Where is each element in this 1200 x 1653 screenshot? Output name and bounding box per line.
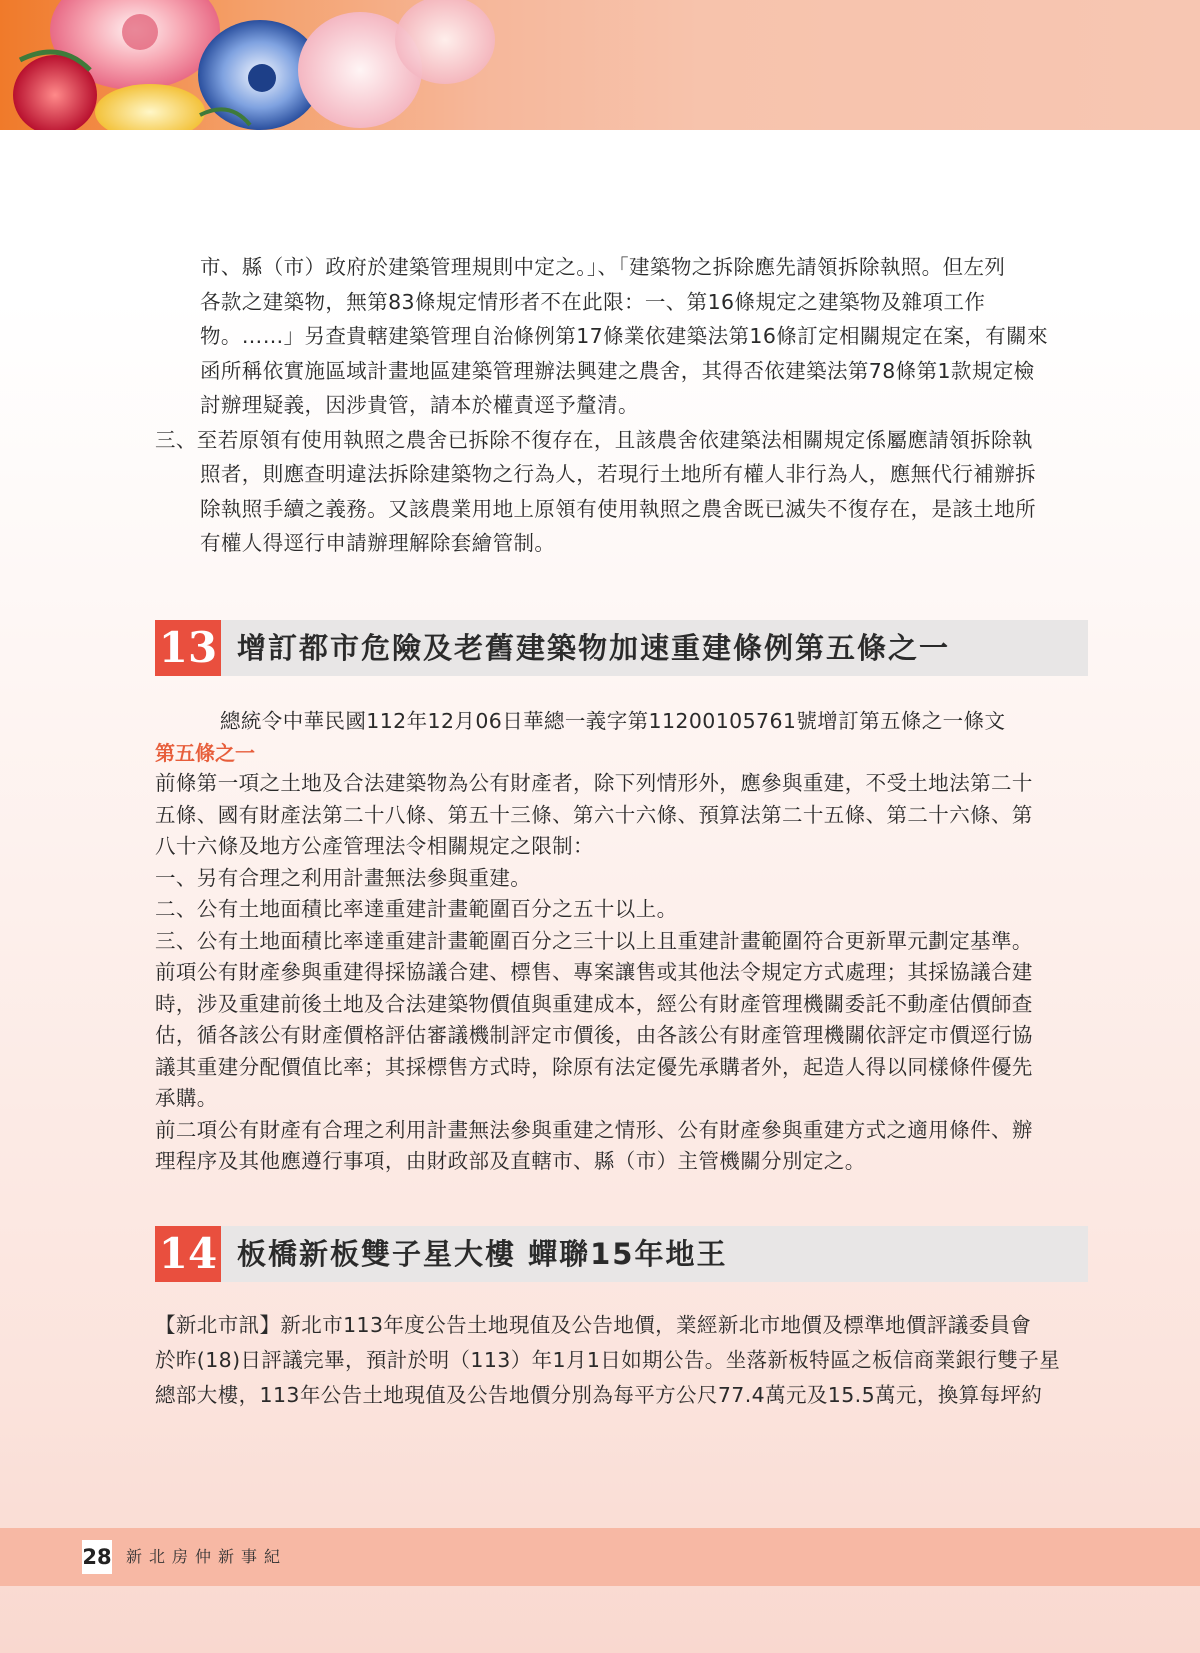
article-heading: 第五條之一 <box>155 741 255 765</box>
section-14-header-bar <box>155 1226 1088 1282</box>
floral-decoration-icon <box>0 0 560 130</box>
section-title: 板橋新板雙子星大樓 蟬聯15年地王 <box>237 1237 728 1271</box>
page-number: 28 <box>82 1540 112 1574</box>
text-line: 前項公有財產參與重建得採協議合建、標售、專案讓售或其他法令規定方式處理；其採協議合建 <box>155 960 1033 984</box>
text-line: 理程序及其他應遵行事項，由財政部及直轄市、縣（市）主管機關分別定之。 <box>155 1149 866 1173</box>
text-line: 八十六條及地方公產管理法令相關規定之限制： <box>155 834 594 858</box>
text-line: 三、至若原領有使用執照之農舍已拆除不復存在，且該農舍依建築法相關規定係屬應請領拆除執 <box>155 427 1033 452</box>
section-13-header-bar <box>155 620 1088 676</box>
text-line: 除執照手續之義務。又該農業用地上原領有使用執照之農舍既已滅失不復存在，是該土地所 <box>200 496 1036 521</box>
text-line: 三、公有土地面積比率達重建計畫範圍百分之三十以上且重建計畫範圍符合更新單元劃定基準。 <box>155 928 1033 953</box>
text-line: 總部大樓，113年公告土地現值及公告地價分別為每平方公尺77.4萬元及15.5萬元，換算每坪約 <box>155 1383 1043 1407</box>
text-line: 議其重建分配價值比率；其採標售方式時，除原有法定優先承購者外，起造人得以同樣條件優先 <box>155 1054 1033 1079</box>
text-line: 市、縣（市）政府於建築管理規則中定之。」、「建築物之拆除應先請領拆除執照。但左列 <box>200 255 1006 279</box>
text-line: 前二項公有財產有合理之利用計畫無法參與重建之情形、公有財產參與重建方式之適用條件、辦 <box>155 1117 1033 1142</box>
text-line: 【新北市訊】新北市113年度公告土地現值及公告地價，業經新北市地價及標準地價評議委員會 <box>155 1313 1032 1337</box>
text-line: 函所稱依實施區域計畫地區建築管理辦法興建之農舍，其得否依建築法第78條第1款規定檢 <box>200 358 1035 383</box>
text-line: 各款之建築物，無第83條規定情形者不在此限：一、第16條規定之建築物及雜項工作 <box>200 289 986 314</box>
section-number-badge: 13 <box>155 620 221 676</box>
text-line: 二、公有土地面積比率達重建計畫範圍百分之五十以上。 <box>155 897 678 921</box>
text-line: 物。……」另查貴轄建築管理自治條例第17條業依建築法第16條訂定相關規定在案，有關來 <box>200 324 1048 348</box>
decree-line: 總統令中華民國112年12月06日華總一義字第11200105761號增訂第五條之一條文 <box>220 709 1006 733</box>
text-line: 討辦理疑義，因涉貴管，請本於權責逕予釐清。 <box>200 393 639 417</box>
text-line: 照者，則應查明違法拆除建築物之行為人，若現行土地所有權人非行為人，應無代行補辦拆 <box>200 462 1036 486</box>
text-line: 估，循各該公有財產價格評估審議機制評定市價後，由各該公有財產管理機關依評定市價逕行協 <box>155 1023 1033 1047</box>
magazine-name: 新北房仲新事紀 <box>126 1547 288 1566</box>
section-title: 增訂都市危險及老舊建築物加速重建條例第五條之一 <box>237 631 951 665</box>
text-line: 一、另有合理之利用計畫無法參與重建。 <box>155 865 532 890</box>
text-line: 前條第一項之土地及合法建築物為公有財產者，除下列情形外，應參與重建，不受土地法第二十 <box>155 771 1033 795</box>
text-line: 於昨(18)日評議完畢，預計於明（113）年1月1日如期公告。坐落新板特區之板信商業銀行雙子星 <box>155 1348 1061 1372</box>
section-number-badge: 14 <box>155 1226 221 1282</box>
header-floral-banner <box>0 0 1200 130</box>
text-line: 有權人得逕行申請辦理解除套繪管制。 <box>200 531 556 555</box>
text-line: 時，涉及重建前後土地及合法建築物價值與重建成本，經公有財產管理機關委託不動產估價師查 <box>155 991 1033 1016</box>
text-line: 承購。 <box>155 1086 218 1110</box>
text-line: 五條、國有財產法第二十八條、第五十三條、第六十六條、預算法第二十五條、第二十六條、第 <box>155 802 1033 827</box>
